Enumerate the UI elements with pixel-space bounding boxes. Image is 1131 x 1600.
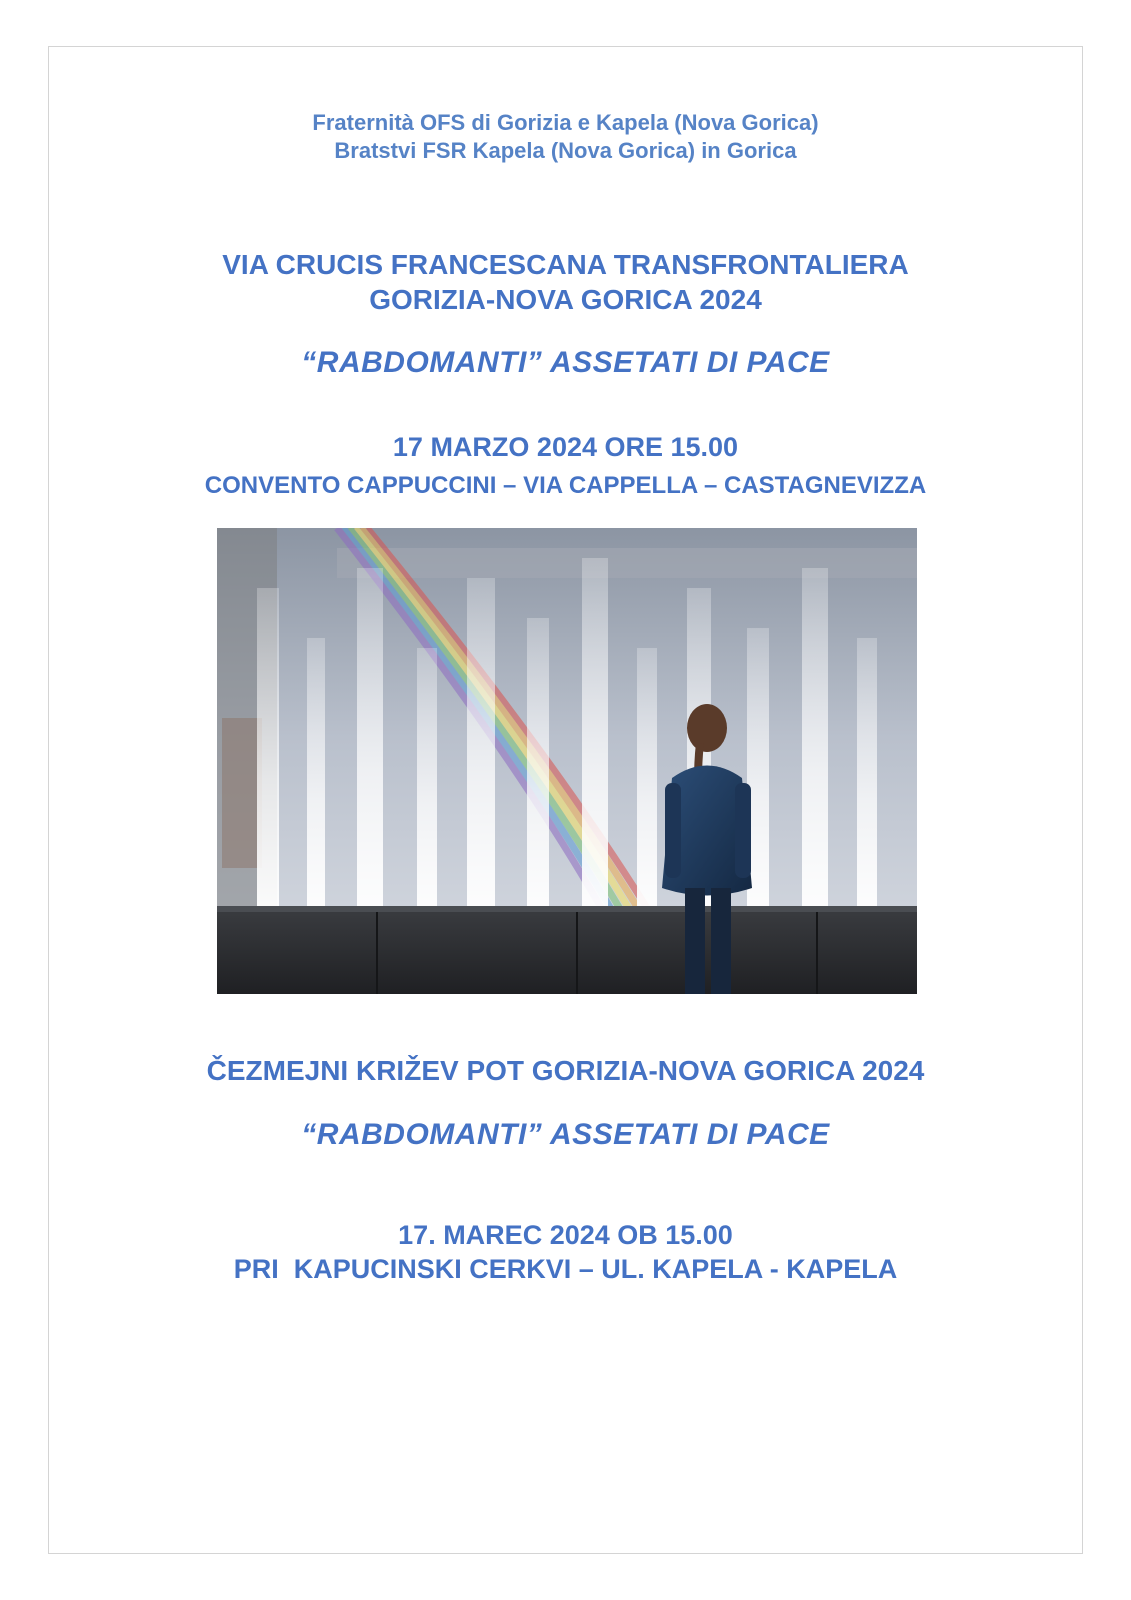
fountain-rainbow-photo [217, 528, 917, 994]
organizer-slovenian: Bratstvi FSR Kapela (Nova Gorica) in Gorica [334, 138, 797, 163]
event-place-italian: CONVENTO CAPPUCCINI – VIA CAPPELLA – CASTAGNEVIZZA [204, 472, 927, 499]
motto-slovenian: “RABDOMANTI” ASSETATI DI PACE [301, 1118, 830, 1151]
organizer-italian: Fraternità OFS di Gorizia e Kapela (Nova Gorica) [312, 110, 819, 135]
event-title-slovenian: ČEZMEJNI KRIŽEV POT GORIZIA-NOVA GORICA 2024 [206, 1055, 925, 1086]
event-date-slovenian: 17. MAREC 2024 OB 15.00 [398, 1220, 733, 1250]
event-title-italian-line2: GORIZIA-NOVA GORICA 2024 [369, 284, 762, 315]
event-date-italian: 17 MARZO 2024 ORE 15.00 [392, 432, 739, 462]
event-title-italian-line1: VIA CRUCIS FRANCESCANA TRANSFRONTALIERA [222, 249, 909, 280]
motto-italian: “RABDOMANTI” ASSETATI DI PACE [301, 346, 830, 379]
event-place-slovenian: PRI KAPUCINSKI CERKVI – UL. KAPELA - KAPELA [233, 1254, 898, 1284]
